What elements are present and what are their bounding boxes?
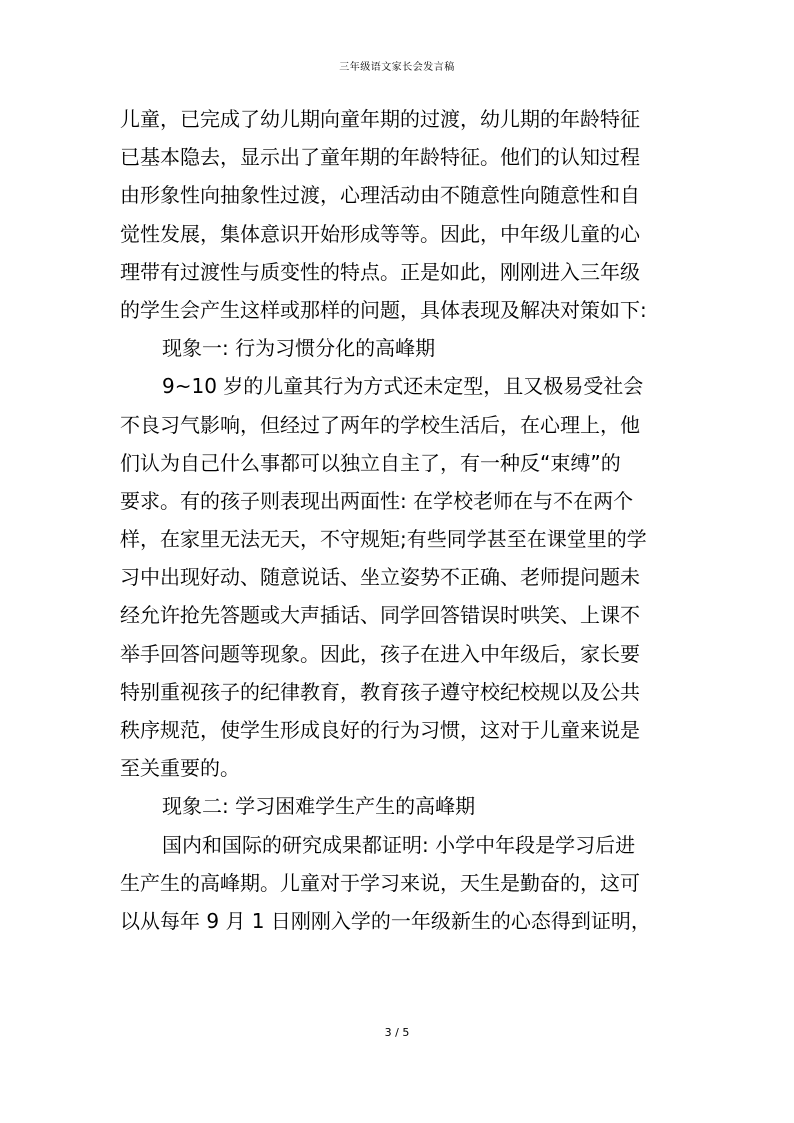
text-line: 以从每年 9 月 1 日刚刚入学的一年级新生的心态得到证明， <box>120 908 651 933</box>
text-line: 秩序规范，使学生形成良好的行为习惯，这对于儿童来说是 <box>120 718 640 742</box>
text-line: 由形象性向抽象性过渡，心理活动由不随意性向随意性和自 <box>120 183 640 208</box>
text-line: 样，在家里无法无天，不守规矩;有些同学甚至在课堂里的学 <box>120 527 647 552</box>
text-line: 要求。有的孩子则表现出两面性: 在学校老师在与不在两个 <box>120 488 634 513</box>
page-header: 三年级语文家长会发言稿 <box>339 62 455 73</box>
document-body <box>120 100 676 940</box>
page-number: 3 / 5 <box>384 1026 410 1039</box>
text-line: 已基本隐去，显示出了童年期的年龄特征。他们的认知过程 <box>120 145 640 170</box>
section-heading: 现象二: 学习困难学生产生的高峰期 <box>162 794 476 819</box>
text-line: 觉性发展，集体意识开始形成等等。因此，中年级儿童的心 <box>120 221 640 246</box>
text-line: 至关重要的。 <box>120 756 240 781</box>
text-line: 特别重视孩子的纪律教育，教育孩子遵守校纪校规以及公共 <box>120 679 640 704</box>
text-line: 儿童，已完成了幼儿期向童年期的过渡，幼儿期的年龄特征 <box>120 107 640 131</box>
text-line: 理带有过渡性与质变性的特点。正是如此，刚刚进入三年级 <box>120 259 640 284</box>
section-heading: 现象一: 行为习惯分化的高峰期 <box>162 336 436 361</box>
text-line: 经允许抢先答题或大声插话、同学回答错误时哄笑、上课不 <box>120 603 640 628</box>
text-line: 们认为自己什么事都可以独立自主了，有一种反“束缚”的 <box>120 450 621 475</box>
paragraph-first-line: 国内和国际的研究成果都证明: 小学中年段是学习后进 <box>162 832 636 857</box>
text-line: 习中出现好动、随意说话、坐立姿势不正确、老师提问题未 <box>120 565 640 590</box>
text-line: 不良习气影响，但经过了两年的学校生活后，在心理上，他 <box>120 412 640 437</box>
paragraph-first-line: 9~10 岁的儿童其行为方式还未定型，且又极易受社会 <box>162 374 644 399</box>
text-line: 的学生会产生这样或那样的问题，具体表现及解决对策如下: <box>120 297 647 322</box>
text-line: 生产生的高峰期。儿童对于学习来说，天生是勤奋的，这可 <box>120 870 640 895</box>
text-line: 举手回答问题等现象。因此，孩子在进入中年级后，家长要 <box>120 641 640 666</box>
